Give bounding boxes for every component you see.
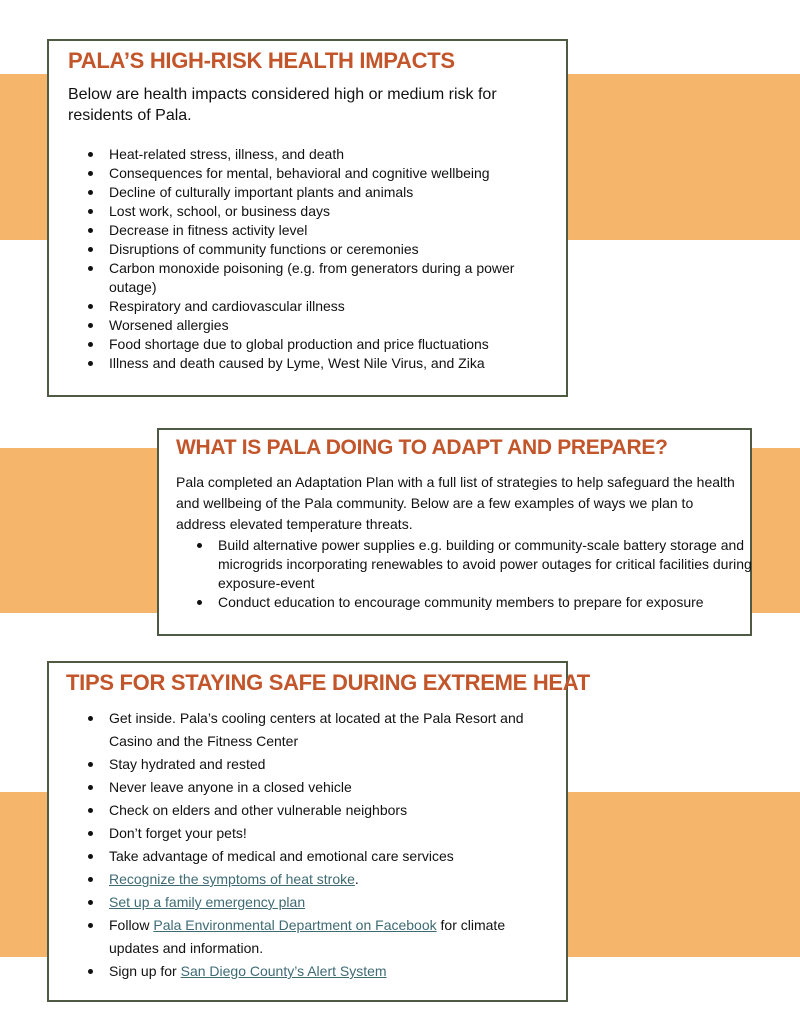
list-item: Don’t forget your pets! xyxy=(84,822,544,845)
follow-suffix: for climate updates and information. xyxy=(109,917,506,956)
list-item: Consequences for mental, behavioral and cognitive wellbeing xyxy=(84,164,554,183)
list-item: Build alternative power supplies e.g. building or community-scale battery storage and microgrids incorporating renewables to avoid power outages for critical facilities during exposure-event xyxy=(193,536,753,593)
adaptation-intro: Pala completed an Adaptation Plan with a full list of strategies to help safeguard the health and wellbeing of the Pala community. Below are a few examples of ways we plan to address elevated temperature threats. xyxy=(176,474,735,532)
health-impacts-intro: Below are health impacts considered high or medium risk for residents of Pala. xyxy=(68,86,497,124)
signup-prefix: Sign up for xyxy=(109,963,181,979)
alert-system-link[interactable]: San Diego County’s Alert System xyxy=(180,963,387,979)
list-item: Never leave anyone in a closed vehicle xyxy=(84,776,544,799)
list-item: Illness and death caused by Lyme, West Nile Virus, and Zika xyxy=(84,354,554,373)
list-item: Stay hydrated and rested xyxy=(84,753,544,776)
adaptation-box xyxy=(157,428,752,636)
heat-tips-box xyxy=(47,661,590,1002)
list-item: Take advantage of medical and emotional care services xyxy=(84,845,544,868)
list-item: Get inside. Pala’s cooling centers at located at the Pala Resort and Casino and the Fitness Center xyxy=(84,707,544,753)
list-item: Worsened allergies xyxy=(84,316,554,335)
health-impacts-box xyxy=(47,39,568,397)
list-item: Conduct education to encourage community members to prepare for exposure xyxy=(193,593,753,612)
list-item: Food shortage due to global production and price fluctuations xyxy=(84,335,554,354)
adaptation-title: WHAT IS PALA DOING TO ADAPT AND PREPARE? xyxy=(176,436,668,459)
emergency-plan-link[interactable]: Set up a family emergency plan xyxy=(109,894,306,910)
list-item: Check on elders and other vulnerable neighbors xyxy=(84,799,544,822)
list-item: Carbon monoxide poisoning (e.g. from generators during a power outage) xyxy=(84,259,554,297)
list-item: Heat-related stress, illness, and death xyxy=(84,145,554,164)
list-item: Respiratory and cardiovascular illness xyxy=(84,297,554,316)
list-item xyxy=(84,868,544,891)
list-item xyxy=(84,891,544,914)
heat-tips-title: TIPS FOR STAYING SAFE DURING EXTREME HEAT xyxy=(66,670,590,695)
health-impacts-title: PALA’S HIGH-RISK HEALTH IMPACTS xyxy=(68,48,455,73)
heat-stroke-link[interactable]: Recognize the symptoms of heat stroke xyxy=(109,871,355,887)
list-item: Disruptions of community functions or ceremonies xyxy=(84,240,554,259)
health-impacts-list xyxy=(84,145,554,373)
list-item: Lost work, school, or business days xyxy=(84,202,554,221)
heat-stroke-suffix: . xyxy=(354,871,359,887)
list-item xyxy=(84,914,544,960)
adaptation-list xyxy=(193,536,753,612)
facebook-link[interactable]: Pala Environmental Department on Facebook xyxy=(153,917,437,933)
follow-prefix: Follow xyxy=(109,917,154,933)
list-item: Decline of culturally important plants and animals xyxy=(84,183,554,202)
list-item: Decrease in fitness activity level xyxy=(84,221,554,240)
heat-tips-list xyxy=(84,707,544,983)
list-item xyxy=(84,960,544,983)
